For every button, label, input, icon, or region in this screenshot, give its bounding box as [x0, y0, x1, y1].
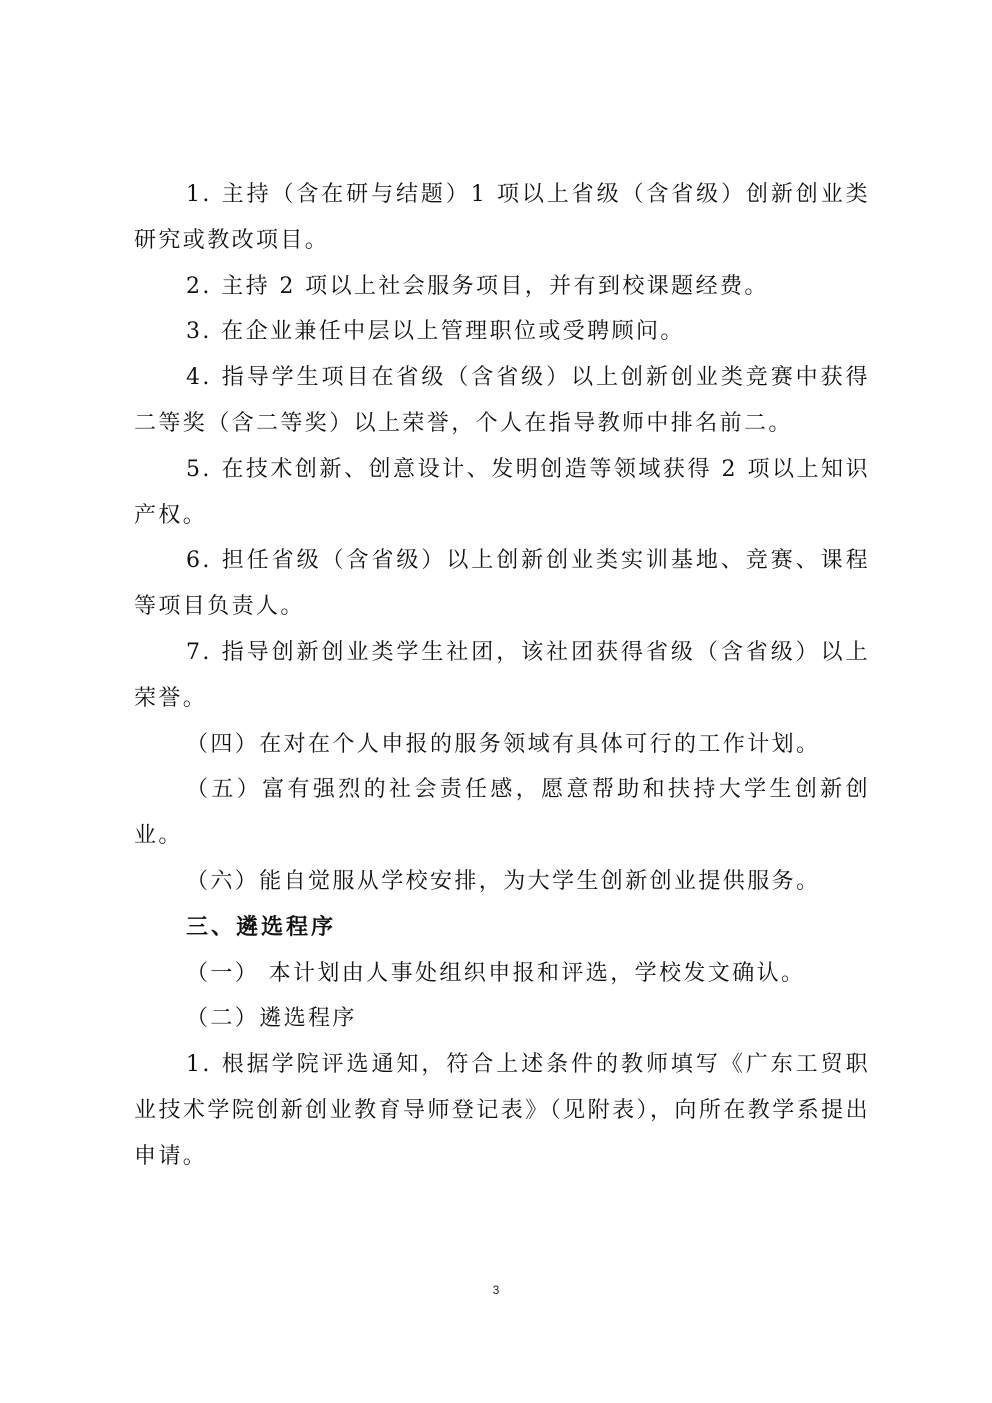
- paragraph-item-7: 7. 指导创新创业类学生社团，该社团获得省级（含省级）以上荣誉。: [134, 639, 870, 711]
- paragraph-item-6: 6. 担任省级（含省级）以上创新创业类实训基地、竞赛、课程等项目负责人。: [134, 548, 870, 620]
- paragraph-section-4: （四）在对在个人申报的服务领域有具体可行的工作计划。: [186, 731, 821, 757]
- paragraph-section-5: （五）富有强烈的社会责任感，愿意帮助和扶持大学生创新创业。: [134, 777, 870, 849]
- paragraph-subsection-2: （二）遴选程序: [186, 1006, 357, 1032]
- page-number: 3: [492, 1283, 500, 1297]
- section-heading-selection-procedure: 三、遴选程序: [186, 914, 337, 940]
- paragraph-item-3: 3. 在企业兼任中层以上管理职位或受聘顾问。: [186, 319, 685, 345]
- paragraph-item-4: 4. 指导学生项目在省级（含省级）以上创新创业类竞赛中获得二等奖（含二等奖）以上荣誉，个人在指导教师中排名前二。: [134, 365, 870, 436]
- paragraph-item-5: 5. 在技术创新、创意设计、发明创造等领域获得 2 项以上知识产权。: [134, 456, 870, 528]
- document-body: [134, 172, 870, 1180]
- paragraph-item-1: 1. 主持（含在研与结题）1 项以上省级（含省级）创新创业类研究或教改项目。: [134, 182, 870, 253]
- paragraph-step-1: 1. 根据学院评选通知，符合上述条件的教师填写《广东工贸职业技术学院创新创业教育导师登记表》（见附表），向所在教学系提出申请。: [134, 1052, 870, 1169]
- paragraph-section-6: （六）能自觉服从学校安排，为大学生创新创业提供服务。: [186, 868, 821, 894]
- paragraph-subsection-1: （一） 本计划由人事处组织申报和评选，学校发文确认。: [186, 960, 806, 986]
- paragraph-item-2: 2. 主持 2 项以上社会服务项目，并有到校课题经费。: [186, 273, 769, 299]
